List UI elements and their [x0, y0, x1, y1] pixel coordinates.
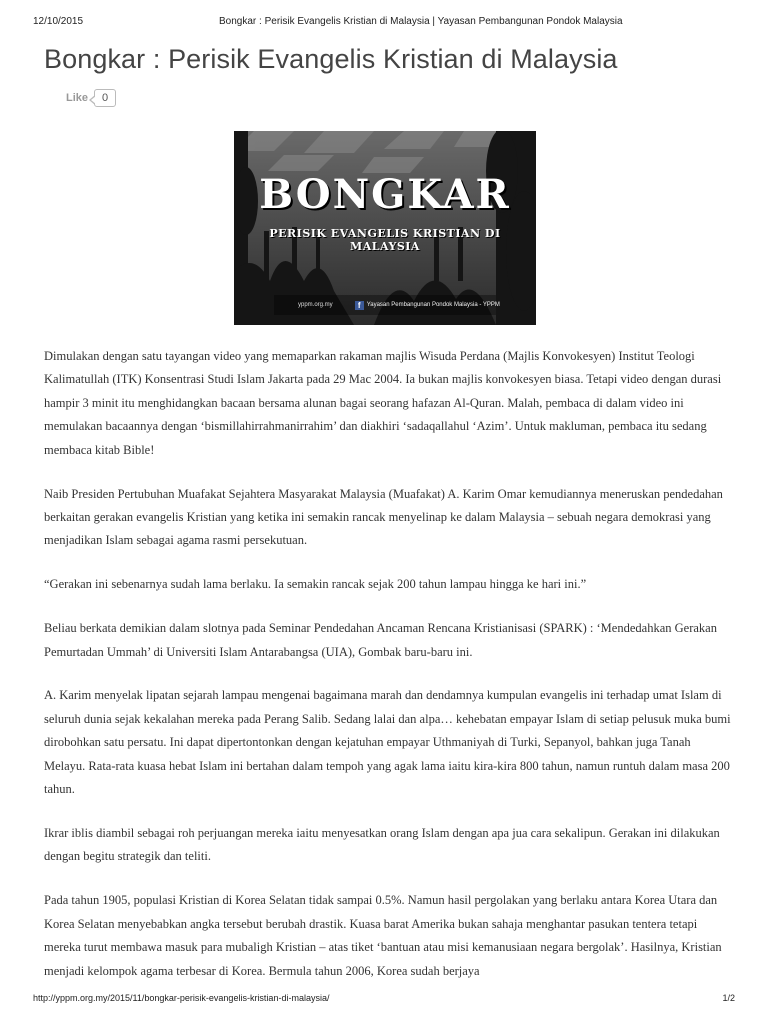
like-widget[interactable] [66, 89, 116, 107]
like-button[interactable]: Like [66, 92, 89, 104]
print-footer-url: http://yppm.org.my/2015/11/bongkar-perisik-evangelis-kristian-di-malaysia/ [33, 993, 330, 1003]
facebook-icon: f [355, 301, 364, 310]
banner-footer [298, 297, 500, 313]
article-paragraph: Pada tahun 1905, populasi Kristian di Korea Selatan tidak sampai 0.5%. Namun hasil pergolakan yang berlaku antara Korea Utara dan Korea Selatan menyebabkan angka tersebut berubah drastik. Kuasa barat Amerika bukan sahaja menghantar pasukan tentera tetapi mereka turut membawa masuk para mubaligh Kristian – atas tiket ‘bantuan atau misi kemanusiaan negara bergolak’. Hasilnya, Kristian menjadi kelompok agama terbesar di Korea. Bermula tahun 2006, Korea sudah berjaya [44, 893, 722, 978]
article-paragraph: Beliau berkata demikian dalam slotnya pada Seminar Pendedahan Ancaman Rencana Kristianisasi (SPARK) : ‘Mendedahkan Gerakan Pemurtadan Ummah’ di Universiti Islam Antarabangsa (UIA), Gombak baru-baru ini. [44, 621, 717, 659]
article-paragraph: Naib Presiden Pertubuhan Muafakat Sejahtera Masyarakat Malaysia (Muafakat) A. Karim Omar kemudiannya meneruskan pendedahan berkaitan gerakan evangelis Kristian yang ketika ini semakin rancak menyelinap ke dalam Malaysia – sebuah negara demokrasi yang menjadikan Islam sebagai agama rasmi persekutuan. [44, 486, 723, 548]
article-paragraph: A. Karim menyelak lipatan sejarah lampau mengenai bagaimana marah dan dendamnya kumpulan evangelis ini terhadap umat Islam di seluruh dunia sejak kekalahan mereka pada Perang Salib. Sedang lalai dan alpa… kehebatan empayar Islam di setiap pelusuk muka bumi dirobohkan satu persatu. Ini dapat dipertontonkan dengan kejatuhan empayar Uthmaniyah di Turki, Sepanyol, bahkan juga Tanah Melayu. Rata-rata kuasa hebat Islam ini bertahan dalam tempoh yang agak lama iaitu kira-kira 800 tahun, namun runtuh dalam masa 200 tahun. [44, 688, 731, 797]
print-page-number: 1/2 [722, 993, 735, 1003]
banner-footer-url: yppm.org.my [298, 302, 333, 308]
banner-footer-page-name: Yayasan Pembangunan Pondok Malaysia - YPPM [366, 302, 500, 308]
article-banner-image [234, 131, 536, 325]
article-paragraph: Ikrar iblis diambil sebagai roh perjuangan mereka iaitu menyesatkan orang Islam dengan apa jua cara sekalipun. Gerakan ini dilakukan dengan begitu strategik dan teliti. [44, 826, 720, 864]
banner-title: BONGKAR [259, 171, 511, 218]
article-paragraph: Dimulakan dengan satu tayangan video yang memaparkan rakaman majlis Wisuda Perdana (Majlis Konvokesyen) Institut Teologi Kalimatullah (ITK) Konsentrasi Studi Islam Jakarta pada 29 Mac 2004. Ia bukan majlis konvokesyen biasa. Tetapi video dengan durasi hampir 3 minit itu menghidangkan bacaan bersama alunan bagai seorang hafazan Al-Quran. Malah, pembaca di dalam video ini memulakan bacaannya dengan ‘bismillahirrahmanirrahim’ dan diakhiri ‘sadaqallahul ‘Azim’. Untuk makluman, pembaca itu sedang membaca kitab Bible! [44, 349, 722, 457]
article-quote: “Gerakan ini sebenarnya sudah lama berlaku. Ia semakin rancak sejak 200 tahun lampau hingga ke hari ini.” [44, 577, 587, 592]
like-count: 0 [94, 89, 116, 107]
banner-subtitle: PERISIK EVANGELIS KRISTIAN DI MALAYSIA [269, 227, 501, 253]
page-title: Bongkar : Perisik Evangelis Kristian di Malaysia [44, 44, 618, 74]
print-date: 12/10/2015 [33, 16, 84, 27]
article-body [44, 345, 734, 1003]
print-doc-title: Bongkar : Perisik Evangelis Kristian di Malaysia | Yayasan Pembangunan Pondok Malaysia [219, 16, 623, 27]
